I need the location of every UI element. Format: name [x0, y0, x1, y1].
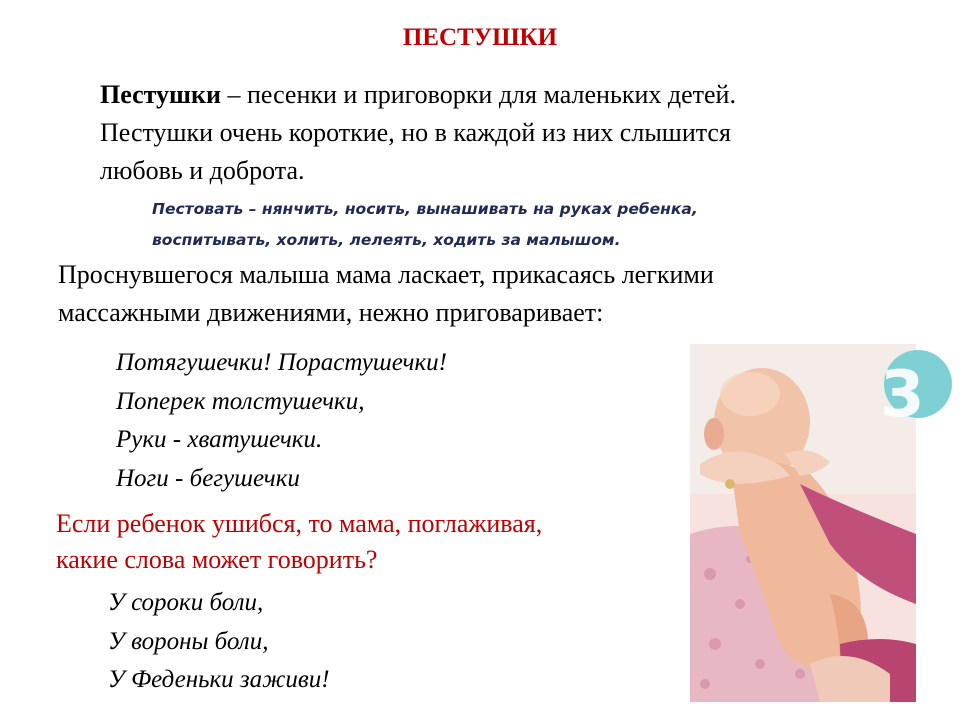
- question-line-2: какие слова может говорить?: [56, 545, 378, 574]
- description-line-1: Проснувшегося малыша мама ласкает, прикасаясь легкими: [58, 260, 714, 289]
- photo-numeral: 3: [880, 358, 925, 432]
- poem1-line: Поперек толстушечки,: [116, 387, 365, 415]
- intro-line-1-rest: – песенки и приговорки для маленьких детей.: [220, 80, 736, 109]
- definition-line-2: воспитывать, холить, лелеять, ходить за малышом.: [152, 231, 621, 249]
- poem1-line: Потягушечки! Порастушечки!: [116, 349, 447, 376]
- intro-line-1: [100, 76, 900, 114]
- poem2-line: У вороны боли,: [108, 627, 269, 655]
- question-line-1: Если ребенок ушибся, то мама, поглаживая,: [56, 509, 543, 538]
- poem1-line: Ноги - бегушечки: [116, 464, 300, 492]
- poem2-line: У Феденьки заживи!: [108, 666, 330, 693]
- baby-massage-photo: [690, 344, 925, 702]
- poem2-line: У сороки боли,: [108, 589, 264, 616]
- description-line-2: массажными движениями, нежно приговаривает:: [58, 298, 604, 327]
- poem-u-soroki: [108, 584, 648, 700]
- intro-line-2: Пестушки очень короткие, но в каждой из них слышится: [100, 118, 731, 147]
- slide-title: ПЕСТУШКИ: [402, 24, 558, 51]
- intro-paragraph: [100, 76, 900, 190]
- description-paragraph: [58, 256, 918, 332]
- poem1-line: Руки - хватушечки.: [116, 426, 323, 453]
- baby-massage-illustration: [690, 344, 925, 702]
- definition-line-1: Пестовать – нянчить, носить, вынашивать на руках ребенка,: [152, 200, 698, 218]
- intro-term: Пестушки: [100, 80, 221, 109]
- poem-potyagushechki: [116, 344, 676, 498]
- intro-line-3: любовь и доброта.: [100, 156, 305, 185]
- question-text: [56, 506, 676, 578]
- definition-note: [152, 194, 872, 256]
